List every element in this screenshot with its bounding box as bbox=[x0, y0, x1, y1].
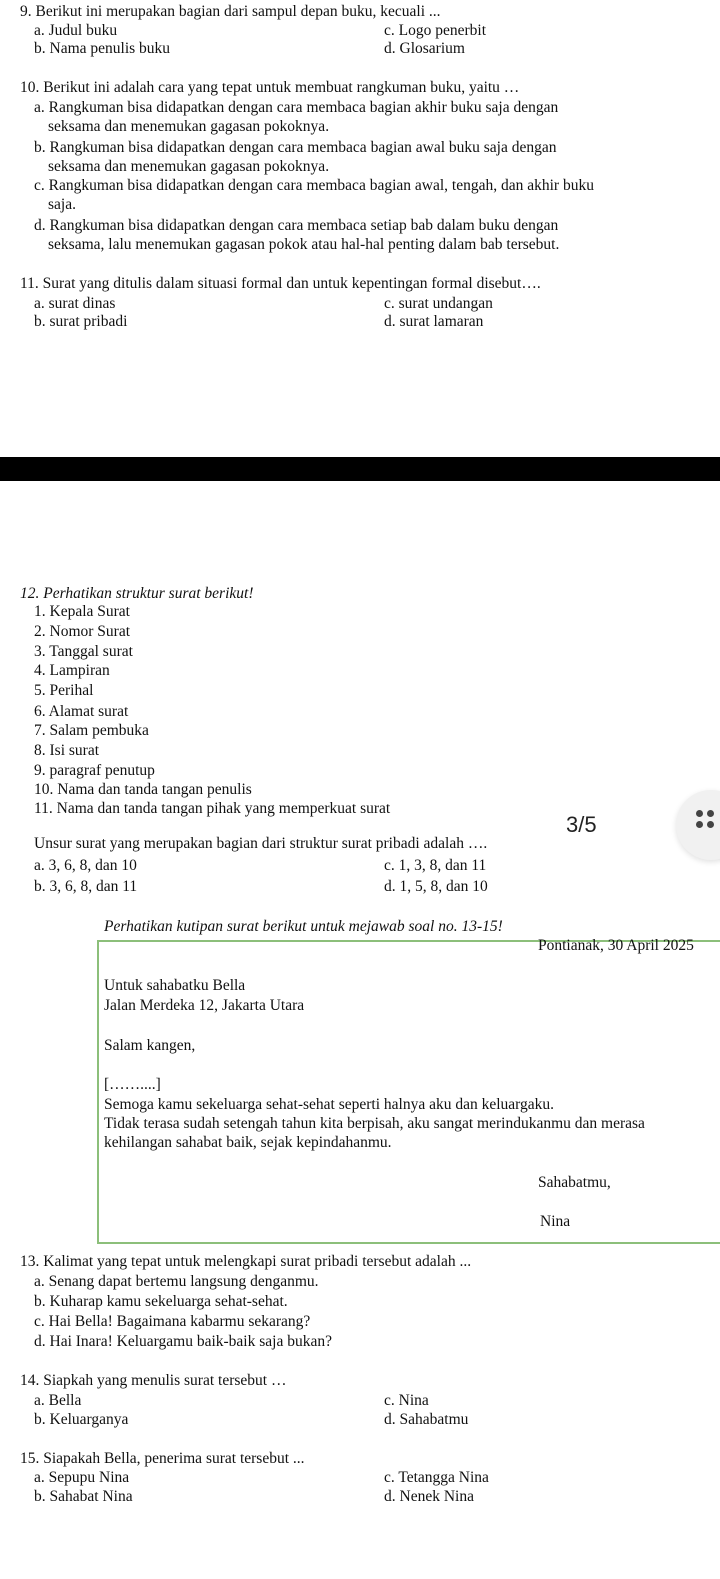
q12-structure-item: 4. Lampiran bbox=[34, 662, 110, 679]
q12-structure-item: 10. Nama dan tanda tangan penulis bbox=[34, 781, 252, 798]
grid-dot-icon bbox=[707, 821, 714, 828]
q10-option-a-line2: seksama dan menemukan gagasan pokoknya. bbox=[48, 118, 330, 135]
question-14: 14. Siapkah yang menulis surat tersebut … bbox=[20, 1372, 287, 1389]
q9-option-d: d. Glosarium bbox=[384, 40, 465, 57]
letter-body-line1: Semoga kamu sekeluarga sehat-sehat seperti halnya aku dan keluargaku. bbox=[104, 1096, 555, 1113]
letter-body-line2: Tidak terasa sudah setengah tahun kita berpisah, aku sangat merindukanmu dan merasa bbox=[104, 1115, 645, 1132]
q14-option-c: c. Nina bbox=[384, 1392, 429, 1409]
q10-option-c-line1: c. Rangkuman bisa didapatkan dengan cara membaca bagian awal, tengah, dan akhir buku bbox=[34, 177, 594, 194]
letter-signature: Nina bbox=[540, 1213, 571, 1230]
page-divider-bar bbox=[0, 457, 720, 481]
q12-option-a: a. 3, 6, 8, dan 10 bbox=[34, 857, 137, 874]
question-10: 10. Berikut ini adalah cara yang tepat untuk membuat rangkuman buku, yaitu … bbox=[20, 79, 520, 96]
q13-option-c: c. Hai Bella! Bagaimana kabarmu sekarang? bbox=[34, 1313, 311, 1330]
question-13: 13. Kalimat yang tepat untuk melengkapi surat pribadi tersebut adalah ... bbox=[20, 1253, 472, 1270]
q10-option-a-line1: a. Rangkuman bisa didapatkan dengan cara membaca bagian akhir buku saja dengan bbox=[34, 99, 559, 116]
q11-option-b: b. surat pribadi bbox=[34, 313, 128, 330]
letter-place-date: Pontianak, 30 April 2025 bbox=[538, 937, 694, 954]
q12-structure-item: 3. Tanggal surat bbox=[34, 643, 133, 660]
q14-option-b: b. Keluarganya bbox=[34, 1411, 129, 1428]
passage-instruction: Perhatikan kutipan surat berikut untuk mejawab soal no. 13-15! bbox=[104, 918, 503, 935]
q9-option-b: b. Nama penulis buku bbox=[34, 40, 171, 57]
letter-body-line3: kehilangan sahabat baik, sejak kepindahanmu. bbox=[104, 1134, 392, 1151]
question-12: 12. Perhatikan struktur surat berikut! bbox=[20, 585, 254, 602]
q9-option-a: a. Judul buku bbox=[34, 22, 118, 39]
q10-option-c-line2: saja. bbox=[48, 196, 76, 213]
q12-structure-item: 5. Perihal bbox=[34, 682, 94, 699]
q15-option-d: d. Nenek Nina bbox=[384, 1488, 474, 1505]
page-indicator[interactable]: 3/5 bbox=[558, 811, 605, 838]
q14-option-a: a. Bella bbox=[34, 1392, 82, 1409]
q13-option-b: b. Kuharap kamu sekeluarga sehat-sehat. bbox=[34, 1293, 288, 1310]
q11-option-d: d. surat lamaran bbox=[384, 313, 484, 330]
q15-option-b: b. Sahabat Nina bbox=[34, 1488, 133, 1505]
q12-structure-item: 8. Isi surat bbox=[34, 742, 100, 759]
q10-option-d-line2: seksama, lalu menemukan gagasan pokok atau hal-hal penting dalam bab tersebut. bbox=[48, 236, 560, 253]
q15-option-a: a. Sepupu Nina bbox=[34, 1469, 130, 1486]
grid-dot-icon bbox=[696, 810, 703, 817]
question-11: 11. Surat yang ditulis dalam situasi formal dan untuk kepentingan formal disebut…. bbox=[20, 275, 541, 292]
q12-option-d: d. 1, 5, 8, dan 10 bbox=[384, 878, 488, 895]
q13-option-a: a. Senang dapat bertemu langsung denganmu. bbox=[34, 1273, 319, 1290]
q12-structure-item: 1. Kepala Surat bbox=[34, 603, 130, 620]
q10-option-b-line1: b. Rangkuman bisa didapatkan dengan cara membaca bagian awal buku saja dengan bbox=[34, 139, 557, 156]
q9-option-c: c. Logo penerbit bbox=[384, 22, 487, 39]
grid-menu-button[interactable] bbox=[676, 790, 720, 860]
q12-structure-item: 7. Salam pembuka bbox=[34, 722, 149, 739]
letter-closing: Sahabatmu, bbox=[538, 1174, 611, 1191]
q15-option-c: c. Tetangga Nina bbox=[384, 1469, 489, 1486]
letter-greeting: Salam kangen, bbox=[104, 1037, 196, 1054]
question-9: 9. Berikut ini merupakan bagian dari sampul depan buku, kecuali ... bbox=[20, 3, 441, 20]
q12-prompt: Unsur surat yang merupakan bagian dari struktur surat pribadi adalah …. bbox=[34, 835, 488, 852]
question-15: 15. Siapakah Bella, penerima surat tersebut ... bbox=[20, 1450, 305, 1467]
q10-option-b-line2: seksama dan menemukan gagasan pokoknya. bbox=[48, 158, 330, 175]
q12-structure-item: 2. Nomor Surat bbox=[34, 623, 131, 640]
q12-option-c: c. 1, 3, 8, dan 11 bbox=[384, 857, 487, 874]
letter-blank: [……....] bbox=[104, 1076, 161, 1093]
q14-option-d: d. Sahabatmu bbox=[384, 1411, 469, 1428]
q11-option-c: c. surat undangan bbox=[384, 295, 493, 312]
grid-dot-icon bbox=[696, 821, 703, 828]
grid-dot-icon bbox=[707, 810, 714, 817]
q12-structure-item: 9. paragraf penutup bbox=[34, 762, 155, 779]
q12-structure-item: 11. Nama dan tanda tangan pihak yang memperkuat surat bbox=[34, 800, 391, 817]
q11-option-a: a. surat dinas bbox=[34, 295, 116, 312]
q12-structure-item: 6. Alamat surat bbox=[34, 703, 129, 720]
q12-option-b: b. 3, 6, 8, dan 11 bbox=[34, 878, 138, 895]
letter-recipient: Untuk sahabatku Bella bbox=[104, 977, 246, 994]
letter-address: Jalan Merdeka 12, Jakarta Utara bbox=[104, 997, 305, 1014]
q13-option-d: d. Hai Inara! Keluargamu baik-baik saja bukan? bbox=[34, 1333, 332, 1350]
q10-option-d-line1: d. Rangkuman bisa didapatkan dengan cara membaca setiap bab dalam buku dengan bbox=[34, 217, 559, 234]
